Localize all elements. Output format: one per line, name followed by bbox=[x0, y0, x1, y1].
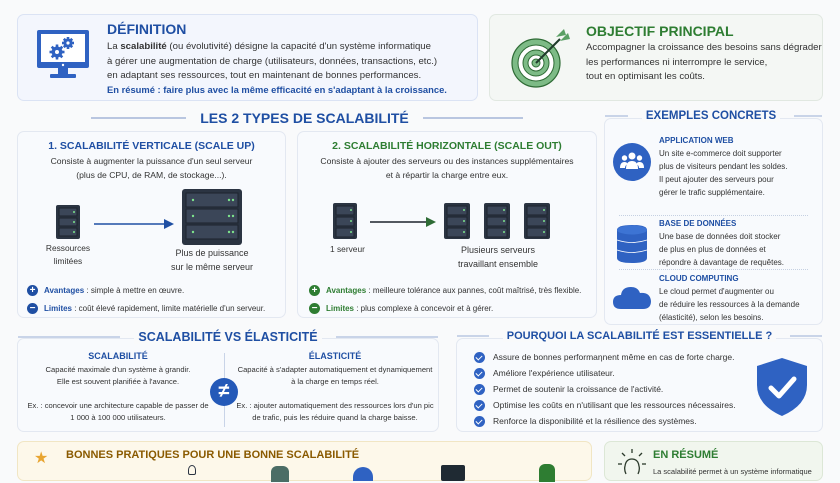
vs-section-title bbox=[18, 330, 438, 344]
users-icon bbox=[605, 136, 659, 199]
why-section-title bbox=[457, 330, 822, 342]
example-line: de réduire les ressources à la demande bbox=[659, 300, 800, 309]
elasticity-desc bbox=[230, 364, 440, 388]
practice-icon-cloud bbox=[353, 467, 373, 481]
horizontal-desc bbox=[298, 155, 596, 182]
lim-label: Limites bbox=[326, 304, 355, 313]
adv-label: Avantages bbox=[326, 286, 367, 295]
title-divider bbox=[457, 335, 489, 337]
objective-line-1: Accompagner la croissance des besoins sans dégrader bbox=[586, 42, 822, 53]
adv-text: : meilleure tolérance aux pannes, coût maîtrisé, très flexible. bbox=[366, 286, 582, 295]
definition-title: DÉFINITION bbox=[107, 21, 187, 37]
example-line: (élasticité), selon les besoins. bbox=[659, 313, 764, 322]
example-line: Le cloud permet d'augmenter ou bbox=[659, 287, 774, 296]
best-practices-card bbox=[17, 441, 592, 481]
monitor-gears-icon bbox=[35, 28, 91, 87]
lim-text: : coût élevé rapidement, limite matérielle d'un serveur. bbox=[72, 304, 266, 313]
example-line: gérer le trafic supplémentaire. bbox=[659, 188, 765, 197]
check-icon bbox=[474, 416, 485, 427]
title-divider bbox=[18, 336, 120, 338]
example-line: Un site e-commerce doit supporter bbox=[659, 149, 782, 158]
definition-keyword: scalabilité bbox=[120, 41, 167, 52]
check-icon bbox=[474, 352, 485, 363]
example-line: Ex. : ajouter automatiquement des ressources lors d'un pic bbox=[236, 401, 434, 410]
practice-icon-database bbox=[271, 466, 289, 482]
best-practices-title: BONNES PRATIQUES POUR UNE BONNE SCALABILITÉ bbox=[66, 449, 360, 461]
objective-card bbox=[489, 14, 823, 101]
vertical-right-label bbox=[162, 246, 262, 274]
divider bbox=[619, 215, 808, 216]
definition-line-1: (ou évolutivité) désigne la capacité d'un système informatique bbox=[166, 41, 431, 52]
why-item-text: Renforce la disponibilité et la résilience des systèmes. bbox=[493, 416, 697, 426]
summary-title: EN RÉSUMÉ bbox=[653, 449, 719, 461]
lim-label: Limites bbox=[44, 304, 73, 313]
elasticity-column bbox=[230, 351, 440, 424]
definition-line-2: à gérer une augmentation de charge (utilisateurs, données, transactions, etc.) bbox=[107, 55, 438, 67]
example-title: CLOUD COMPUTING bbox=[659, 274, 739, 283]
single-server-icon bbox=[332, 202, 358, 245]
vertical-desc-2: (plus de CPU, de RAM, de stockage...). bbox=[76, 169, 227, 180]
adv-text: : simple à mettre en œuvre. bbox=[84, 286, 185, 295]
right-label-1: Plus de puissance bbox=[175, 248, 249, 258]
example-item bbox=[605, 219, 822, 269]
minus-icon: − bbox=[27, 303, 38, 314]
title-divider bbox=[91, 117, 186, 119]
database-icon bbox=[605, 219, 659, 269]
example-item bbox=[605, 136, 822, 199]
example-text bbox=[659, 285, 822, 324]
example-line: de trafic, puis les réduire quand la charge baisse. bbox=[252, 413, 418, 422]
check-icon bbox=[474, 400, 485, 411]
objective-title: OBJECTIF PRINCIPAL bbox=[586, 23, 734, 39]
horizontal-right-label bbox=[438, 243, 558, 271]
types-section-title bbox=[17, 110, 597, 126]
definition-summary: En résumé : faire plus avec la même efficacité en s'adaptant à la croissance. bbox=[107, 84, 447, 95]
left-label-1: Ressources bbox=[45, 243, 91, 253]
elasticity-example bbox=[230, 400, 440, 424]
example-text bbox=[659, 230, 822, 269]
definition-card bbox=[17, 14, 478, 101]
horizontal-advantages bbox=[309, 285, 581, 296]
objective-line-2: les performances ni interrompre le service, bbox=[586, 56, 768, 68]
definition-text bbox=[107, 40, 437, 84]
vertical-left-label bbox=[38, 242, 98, 268]
vertical-title: 1. SCALABILITÉ VERTICALE (SCALE UP) bbox=[48, 140, 255, 152]
why-item-text: Optimise les coûts en n'utilisant que les ressources nécessaires. bbox=[493, 400, 736, 410]
large-server-icon bbox=[181, 188, 243, 251]
why-item bbox=[474, 349, 736, 365]
small-server-icon bbox=[55, 204, 81, 245]
vertical-scaling-card bbox=[17, 131, 286, 318]
desc-line: Elle est souvent planifiée à l'avance. bbox=[56, 377, 180, 386]
objective-text bbox=[586, 41, 822, 85]
vertical-advantages bbox=[27, 285, 184, 296]
example-line: de plus en plus de données et bbox=[659, 245, 766, 254]
definition-line-3: en adaptant ses ressources, tout en maintenant de bonnes performances. bbox=[107, 70, 422, 81]
check-icon bbox=[474, 368, 485, 379]
minus-icon: − bbox=[309, 303, 320, 314]
horizontal-limits bbox=[309, 303, 493, 314]
shield-check-icon bbox=[756, 357, 808, 422]
practice-icon-security bbox=[539, 464, 555, 482]
plus-icon: + bbox=[309, 285, 320, 296]
definition-prefix: La bbox=[107, 41, 121, 52]
scalability-column bbox=[18, 351, 218, 424]
horizontal-left-label: 1 serveur bbox=[330, 244, 365, 254]
star-icon: ★ bbox=[34, 450, 49, 467]
why-item-text: Améliore l'expérience utilisateur. bbox=[493, 368, 615, 378]
why-item-text: Assure de bonnes performaηnent même en cas de forte charge. bbox=[493, 352, 735, 362]
title-divider bbox=[790, 335, 822, 337]
horizontal-desc-2: et à répartir la charge entre eux. bbox=[385, 169, 509, 180]
example-title: BASE DE DONNÉES bbox=[659, 219, 737, 228]
title-divider bbox=[794, 115, 822, 117]
server-cluster-icon bbox=[443, 202, 551, 240]
left-label-2: limitées bbox=[53, 256, 83, 266]
title-divider bbox=[423, 117, 523, 119]
elasticity-title: ÉLASTICITÉ bbox=[308, 351, 362, 361]
desc-line: à la charge en temps réel. bbox=[291, 377, 379, 386]
example-line: Une base de données doit stocker bbox=[659, 232, 781, 241]
practice-icon-balancer bbox=[188, 465, 196, 475]
divider bbox=[619, 269, 808, 270]
summary-card bbox=[604, 441, 823, 481]
vertical-limits bbox=[27, 303, 265, 314]
lightbulb-icon bbox=[615, 448, 649, 483]
horizontal-title: 2. SCALABILITÉ HORIZONTALE (SCALE OUT) bbox=[332, 140, 562, 152]
examples-card bbox=[604, 110, 823, 325]
right-label-2: sur le même serveur bbox=[170, 262, 254, 272]
desc-line: Capacité maximale d'un système à grandir. bbox=[45, 365, 191, 374]
adv-label: Avantages bbox=[44, 286, 85, 295]
desc-line: Capacité à s'adapter automatiquement et dynamiquement bbox=[237, 365, 433, 374]
check-icon bbox=[474, 384, 485, 395]
why-item-text: Permet de soutenir la croissance de l'activité. bbox=[493, 384, 664, 394]
arrow-right-icon bbox=[370, 214, 436, 232]
right-label-2: travaillant ensemble bbox=[457, 259, 539, 269]
vertical-desc-1: Consiste à augmenter la puissance d'un seul serveur bbox=[50, 156, 253, 166]
example-line: répondre à davantage de requêtes. bbox=[659, 258, 784, 267]
lim-text: : plus complexe à concevoir et à gérer. bbox=[354, 304, 494, 313]
scalability-vs-elasticity-card bbox=[17, 330, 439, 432]
why-list bbox=[474, 349, 736, 429]
types-title-text: LES 2 TYPES DE SCALABILITÉ bbox=[200, 110, 409, 126]
cloud-icon bbox=[605, 274, 659, 324]
scalability-desc bbox=[18, 364, 218, 388]
vs-title-text: SCALABILITÉ VS ÉLASTICITÉ bbox=[134, 330, 321, 344]
practice-icon-monitoring bbox=[441, 465, 465, 481]
example-text bbox=[659, 147, 822, 199]
scalability-title: SCALABILITÉ bbox=[88, 351, 148, 361]
horizontal-scaling-card bbox=[297, 131, 597, 318]
target-icon bbox=[508, 27, 572, 96]
example-line: Ex. : concevoir une architecture capable de passer de bbox=[27, 401, 209, 410]
vertical-desc bbox=[18, 155, 285, 182]
not-equal-icon: ≠ bbox=[210, 378, 238, 406]
example-item bbox=[605, 274, 822, 324]
objective-line-3: tout en optimisant les coûts. bbox=[586, 71, 705, 82]
right-label-1: Plusieurs serveurs bbox=[460, 245, 536, 255]
examples-section-title bbox=[605, 110, 822, 122]
title-divider bbox=[605, 115, 628, 117]
example-title: APPLICATION WEB bbox=[659, 136, 734, 145]
why-item bbox=[474, 365, 736, 381]
why-item bbox=[474, 413, 736, 429]
example-line: Il peut ajouter des serveurs pour bbox=[659, 175, 774, 184]
scalability-example bbox=[18, 400, 218, 424]
examples-title-text: EXEMPLES CONCRETS bbox=[642, 110, 780, 122]
why-item bbox=[474, 397, 736, 413]
horizontal-desc-1: Consiste à ajouter des serveurs ou des instances supplémentaires bbox=[320, 156, 574, 166]
why-item bbox=[474, 381, 736, 397]
example-line: plus de visiteurs pendant les soldes. bbox=[659, 162, 788, 171]
example-line: 1 000 à 100 000 utilisateurs. bbox=[70, 413, 166, 422]
summary-text: La scalabilité permet à un système informatique bbox=[653, 467, 812, 476]
title-divider bbox=[336, 336, 438, 338]
why-title-text: POURQUOI LA SCALABILITÉ EST ESSENTIELLE ? bbox=[503, 330, 776, 342]
plus-icon: + bbox=[27, 285, 38, 296]
arrow-right-icon bbox=[94, 216, 174, 234]
